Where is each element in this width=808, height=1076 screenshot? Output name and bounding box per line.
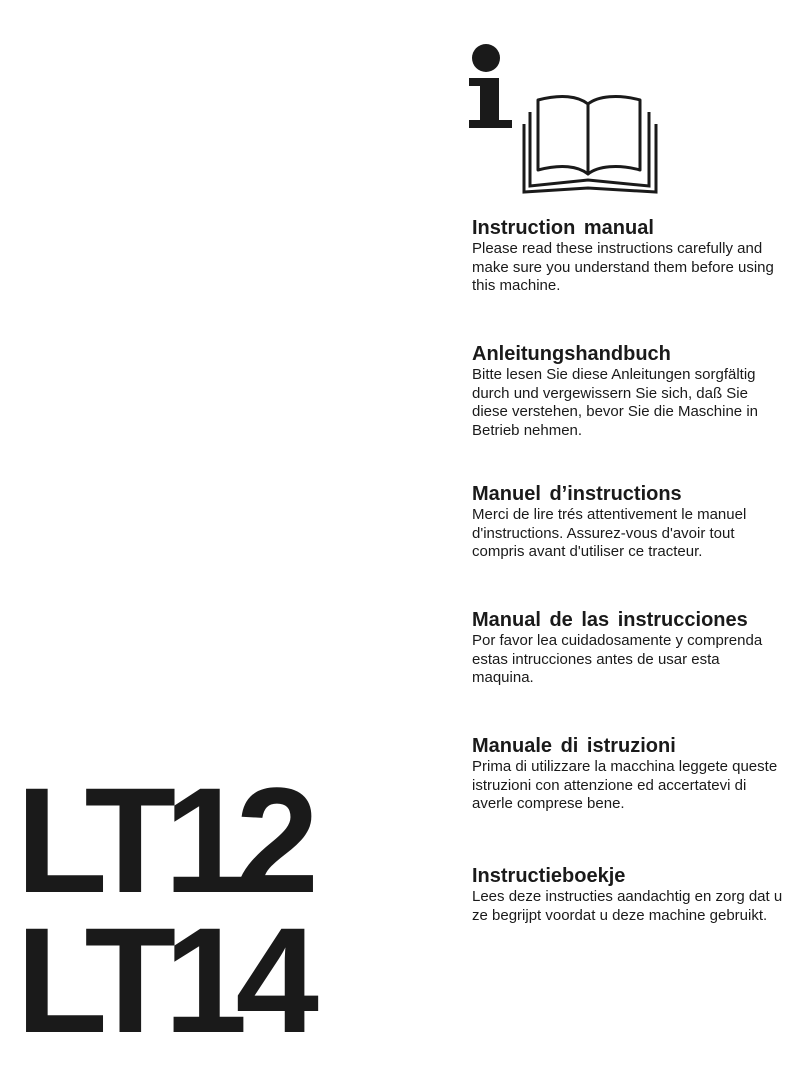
section-title: Manuel d’instructions [472,483,682,505]
model-lt14: LT14 [16,896,307,1064]
section-body: Bitte lesen Sie diese Anleitungen sorgfältig durch und vergewissern Sie sich, daß Sie diese verstehen, bevor Sie die Maschine in Betrieb nehmen. [472,366,758,439]
section-body: Please read these instructions carefully and make sure you understand them before using this machine. [472,240,774,294]
info-i-stem [469,78,512,128]
section-german [472,342,802,440]
section-italian [472,734,802,814]
section-body: Por favor lea cuidadosamente y comprenda estas intrucciones antes de usar esta maquina. [472,632,763,686]
section-french [472,482,802,562]
info-i-dot [472,44,500,72]
section-title: Manuale di istruzioni [472,735,676,757]
section-english [472,216,802,296]
section-title: Instruction manual [472,217,654,239]
section-spanish [472,608,802,688]
model-names [16,756,316,1064]
section-body: Merci de lire trés attentivement le manuel d'instructions. Assurez-vous d'avoir tout compris avant d'utiliser ce tracteur. [472,506,747,560]
section-title: Anleitungshandbuch [472,343,671,365]
section-dutch [472,864,802,925]
section-body: Lees deze instructies aandachtig en zorg dat u ze begrijpt voordat u deze machine gebruikt. [472,888,783,924]
model-lt12: LT12 [16,756,307,924]
info-book-icon [466,42,661,194]
section-body: Prima di utilizzare la macchina leggete queste istruzioni con attenzione ed accertatevi di averle comprese bene. [472,758,778,812]
section-title: Manual de las instrucciones [472,609,748,631]
section-title: Instructieboekje [472,865,626,887]
info-manual-icon [466,42,661,194]
